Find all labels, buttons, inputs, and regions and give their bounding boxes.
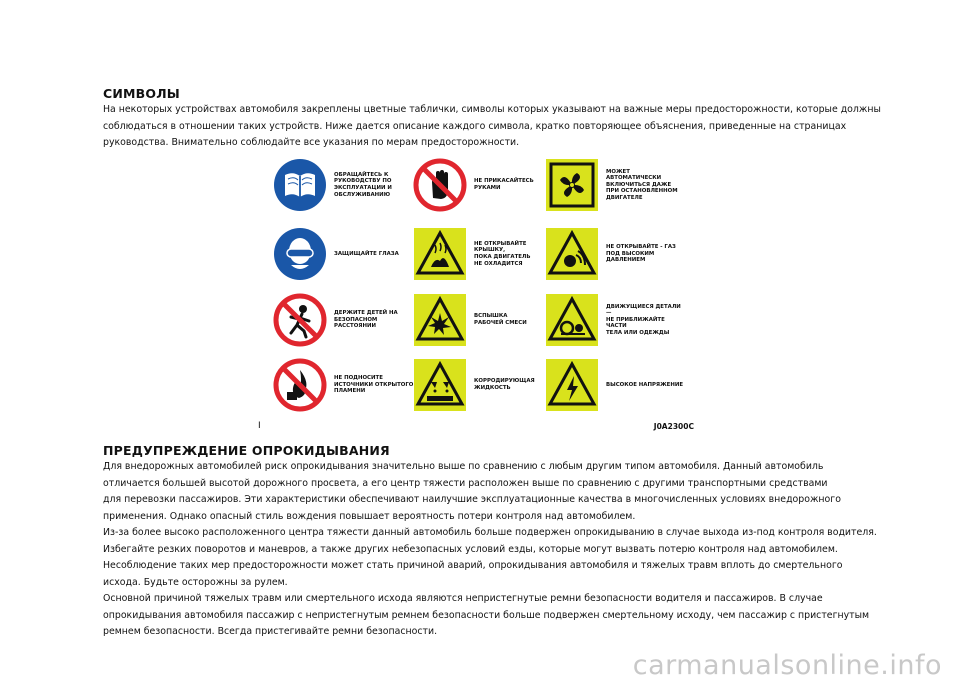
fan-warning-icon <box>545 158 599 212</box>
symbol-label: ДВИЖУЩИЕСЯ ДЕТАЛИ — НЕ ПРИБЛИЖАЙТЕ ЧАСТИ ТЕЛА ИЛИ ОДЕЖДЫ <box>606 303 681 336</box>
figure-id: J0A2300C <box>653 422 694 431</box>
section-title-symbols: СИМВОЛЫ <box>103 86 180 101</box>
symbol-label: НЕ ОТКРЫВАЙТЕ КРЫШКУ, ПОКА ДВИГАТЕЛЬ НЕ ОХЛАДИТСЯ <box>474 240 531 267</box>
symbol-label: КОРРОДИРУЮЩАЯ ЖИДКОСТЬ <box>474 378 535 391</box>
symbol-hot-coolant <box>413 227 554 281</box>
rollover-paragraph <box>103 459 877 641</box>
paragraph-line: Для внедорожных автомобилей риск опрокидывания значительно выше по сравнению с любым другим типом автомобиля. Данный автомобиль <box>103 461 824 472</box>
symbol-label: МОЖЕТ АВТОМАТИЧЕСКИ ВКЛЮЧИТЬСЯ ДАЖЕ ПРИ ОСТАНОВЛЕННОМ ДВИГАТЕЛЕ <box>606 168 678 201</box>
paragraph-line: исхода. Будьте осторожны за рулем. <box>103 576 288 588</box>
symbol-eye-protection <box>273 227 414 281</box>
paragraph-line: соблюдаться в отношении таких устройств. Ниже дается описание каждого символа, кратко повторяющее объяснения, приведенные на страницах <box>103 120 847 132</box>
symbol-no-open-flame <box>273 358 414 412</box>
watermark: carmanualsonline.info <box>632 650 942 681</box>
book-icon <box>273 158 327 212</box>
symbol-moving-parts <box>545 293 686 347</box>
symbol-read-manual <box>273 158 414 212</box>
paragraph-line: Несоблюдение таких мер предосторожности может стать причиной аварий, опрокидывания автомобиля и тяжелых травм вплоть до смертельного <box>103 560 843 571</box>
paragraph-line: руководства. Внимательно соблюдайте все указания по мерам предосторожности. <box>103 137 520 148</box>
moving-parts-warning-icon <box>545 293 599 347</box>
no-touch-hand-icon <box>413 158 467 212</box>
symbol-keep-children-away <box>273 293 414 347</box>
figure-marker: I <box>258 421 261 431</box>
paragraph-line: ремнем безопасности. Всегда пристегивайте ремни безопасности. <box>103 626 438 637</box>
symbol-label: НЕ ОТКРЫВАЙТЕ - ГАЗ ПОД ВЫСОКИМ ДАВЛЕНИЕМ <box>606 244 676 264</box>
symbol-mixture-flash <box>413 293 554 347</box>
symbol-high-voltage <box>545 358 686 412</box>
symbol-auto-start-fan <box>545 158 686 212</box>
goggles-icon <box>273 227 327 281</box>
paragraph-line: Основной причиной тяжелых травм или смертельного исхода являются непристегнутые ремни безопасности водителя и пассажиров. В случае <box>103 593 823 604</box>
symbols-paragraph <box>103 102 881 152</box>
symbol-corrosive <box>413 358 554 412</box>
explosion-warning-icon <box>413 293 467 347</box>
symbol-label: ВЫСОКОЕ НАПРЯЖЕНИЕ <box>606 381 684 388</box>
symbol-label: НЕ ПОДНОСИТЕ ИСТОЧНИКИ ОТКРЫТОГО ПЛАМЕНИ <box>334 375 414 395</box>
symbol-high-pressure-gas <box>545 227 686 281</box>
no-children-icon <box>273 293 327 347</box>
symbol-label: ДЕРЖИТЕ ДЕТЕЙ НА БЕЗОПАСНОМ РАССТОЯНИИ <box>334 310 398 330</box>
corrosive-warning-icon <box>413 358 467 412</box>
no-open-flame-icon <box>273 358 327 412</box>
paragraph-line: На некоторых устройствах автомобиля закреплены цветные таблички, символы которых указывают на важные меры предосторожности, которые должны <box>103 104 881 115</box>
symbol-label: НЕ ПРИКАСАЙТЕСЬ РУКАМИ <box>474 178 534 191</box>
paragraph-line: опрокидывания автомобиля пассажир с непристегнутым ремнем безопасности больше подвержен смертельному исходу, чем пассажир с пристегнутым <box>103 609 870 621</box>
paragraph-line: применения. Однако опасный стиль вождения повышает вероятность потери контроля над автомобилем. <box>103 510 636 522</box>
paragraph-line: Из-за более высоко расположенного центра тяжести данный автомобиль больше подвержен опрокидыванию в случае выхода из-под контроля водителя. <box>103 527 877 538</box>
symbol-do-not-touch <box>413 158 554 212</box>
pressure-warning-icon <box>545 227 599 281</box>
paragraph-line: для перевозки пассажиров. Эти характеристики обеспечивают наилучшие эксплуатационные качества в многочисленных условиях внедорожного <box>103 494 841 505</box>
paragraph-line: Избегайте резких поворотов и маневров, а также других небезопасных условий езды, которые могут вызвать потерю контроля над автомобилем. <box>103 543 838 555</box>
hot-coolant-warning-icon <box>413 227 467 281</box>
symbol-label: ВСПЫШКА РАБОЧЕЙ СМЕСИ <box>474 313 527 326</box>
paragraph-line: отличается большей высотой дорожного просвета, а его центр тяжести расположен выше по сравнению с другими транспортными средствами <box>103 477 828 489</box>
symbol-label: ОБРАЩАЙТЕСЬ К РУКОВОДСТВУ ПО ЭКСПЛУАТАЦИИ И ОБСЛУЖИВАНИЮ <box>334 171 392 198</box>
high-voltage-warning-icon <box>545 358 599 412</box>
symbol-label: ЗАЩИЩАЙТЕ ГЛАЗА <box>334 250 399 257</box>
safety-symbols-figure <box>258 150 698 435</box>
section-title-rollover: ПРЕДУПРЕЖДЕНИЕ ОПРОКИДЫВАНИЯ <box>103 443 390 458</box>
